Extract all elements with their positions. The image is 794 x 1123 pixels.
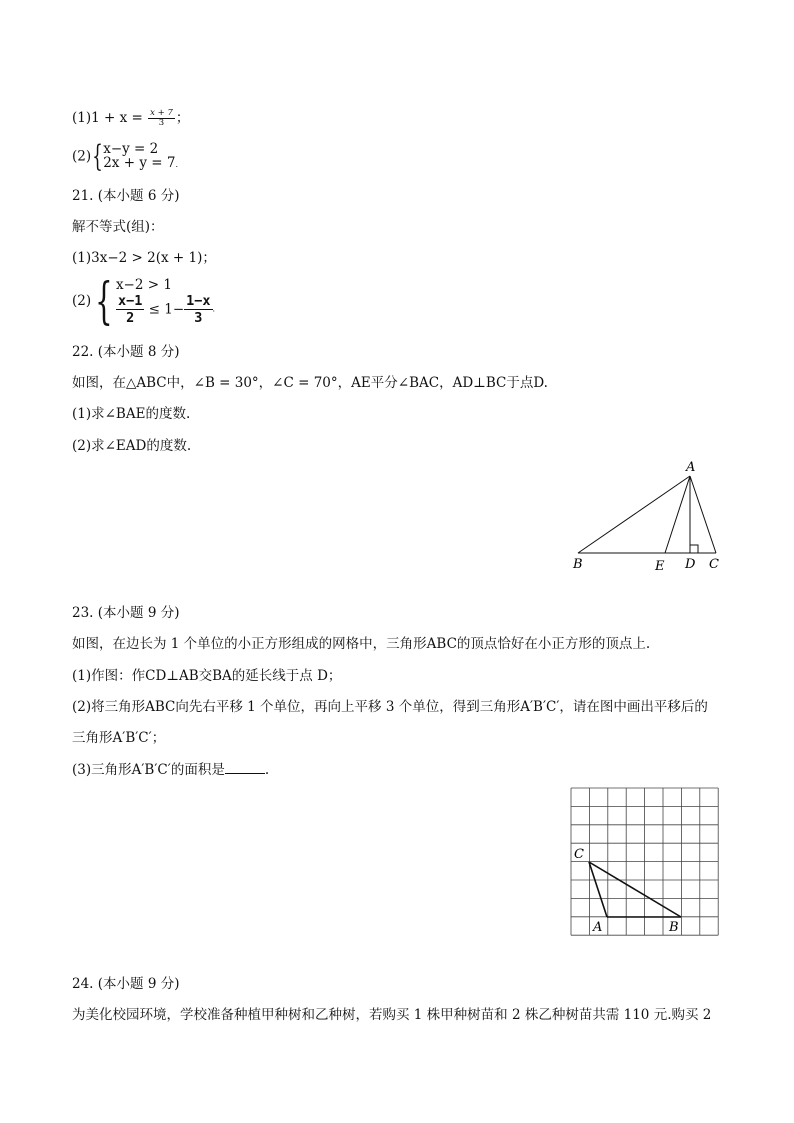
segment-cb bbox=[589, 862, 681, 917]
label-b: B bbox=[573, 557, 583, 572]
brace-icon: { bbox=[95, 272, 113, 330]
grid-label-a: A bbox=[593, 920, 603, 935]
q23-header: 23. (本小题 9 分) bbox=[72, 605, 180, 621]
q22-triangle-figure bbox=[560, 456, 735, 576]
q23-stem: 如图，在边长为 1 个单位的小正方形组成的网格中，三角形ABC的顶点恰好在小正方形的顶点上. bbox=[72, 636, 651, 652]
q21-fraction-2: $\frac{1-x}{3}$ bbox=[186, 292, 211, 326]
q23-grid-figure bbox=[568, 785, 722, 940]
q23-part2-line2: 三角形A′B′C′； bbox=[72, 730, 166, 746]
q21-header: 21. (本小题 6 分) bbox=[72, 188, 180, 204]
label-d: D bbox=[685, 557, 696, 572]
q22-stem: 如图，在△ABC中，∠B = 30°，∠C = 70°，AE平分∠BAC，AD⊥BC于点D. bbox=[72, 375, 548, 391]
answer-blank[interactable] bbox=[225, 760, 265, 774]
q22-part1: (1)求∠BAE的度数. bbox=[72, 406, 191, 422]
label-a: A bbox=[686, 460, 696, 475]
q24-header: 24. (本小题 9 分) bbox=[72, 976, 180, 992]
q22-part2: (2)求∠EAD的度数. bbox=[72, 438, 192, 454]
label-c: C bbox=[709, 557, 719, 572]
label-e: E bbox=[655, 559, 665, 574]
q22-header: 22. (本小题 8 分) bbox=[72, 344, 180, 360]
right-angle-mark bbox=[690, 545, 698, 553]
segment-ab bbox=[578, 476, 690, 553]
q21-part2-system: (2){ x−2 > 1 $\frac{x-1}{2}$ ≤ 1− $\frac{1-x}{3}$ . bbox=[72, 272, 216, 330]
q21-part1: (1)3x−2 > 2(x + 1)； bbox=[72, 250, 216, 266]
q23-part2-line1: (2)将三角形ABC向先右平移 1 个单位，再向上平移 3 个单位，得到三角形A′B′C′，请在图中画出平移后的 bbox=[72, 699, 708, 715]
q23-part1: (1)作图：作CD⊥AB交BA的延长线于点 D； bbox=[72, 668, 342, 684]
segment-ac bbox=[690, 476, 716, 553]
segment-ae bbox=[665, 476, 690, 553]
q23-part3: (3)三角形A′B′C′的面积是 . bbox=[72, 762, 270, 778]
grid-label-c: C bbox=[574, 847, 584, 862]
q20-part2-system: (2){ x−y = 2 2x + y = 7. bbox=[72, 139, 178, 174]
brace-icon: { bbox=[92, 139, 103, 174]
q21-fraction-1: $\frac{x-1}{2}$ bbox=[117, 292, 143, 326]
grid-label-b: B bbox=[669, 920, 679, 935]
q20-fraction: $\frac{x + 7}{3}$ bbox=[150, 108, 173, 128]
q20-part1: (1)1 + x = $\frac{x + 7}{3}$ ； bbox=[72, 108, 190, 128]
q24-stem: 为美化校园环境，学校准备种植甲种树和乙种树，若购买 1 株甲种树苗和 2 株乙种树苗共需 110 元.购买 2 bbox=[72, 1007, 712, 1023]
q21-instruction: 解不等式(组)： bbox=[72, 219, 164, 235]
